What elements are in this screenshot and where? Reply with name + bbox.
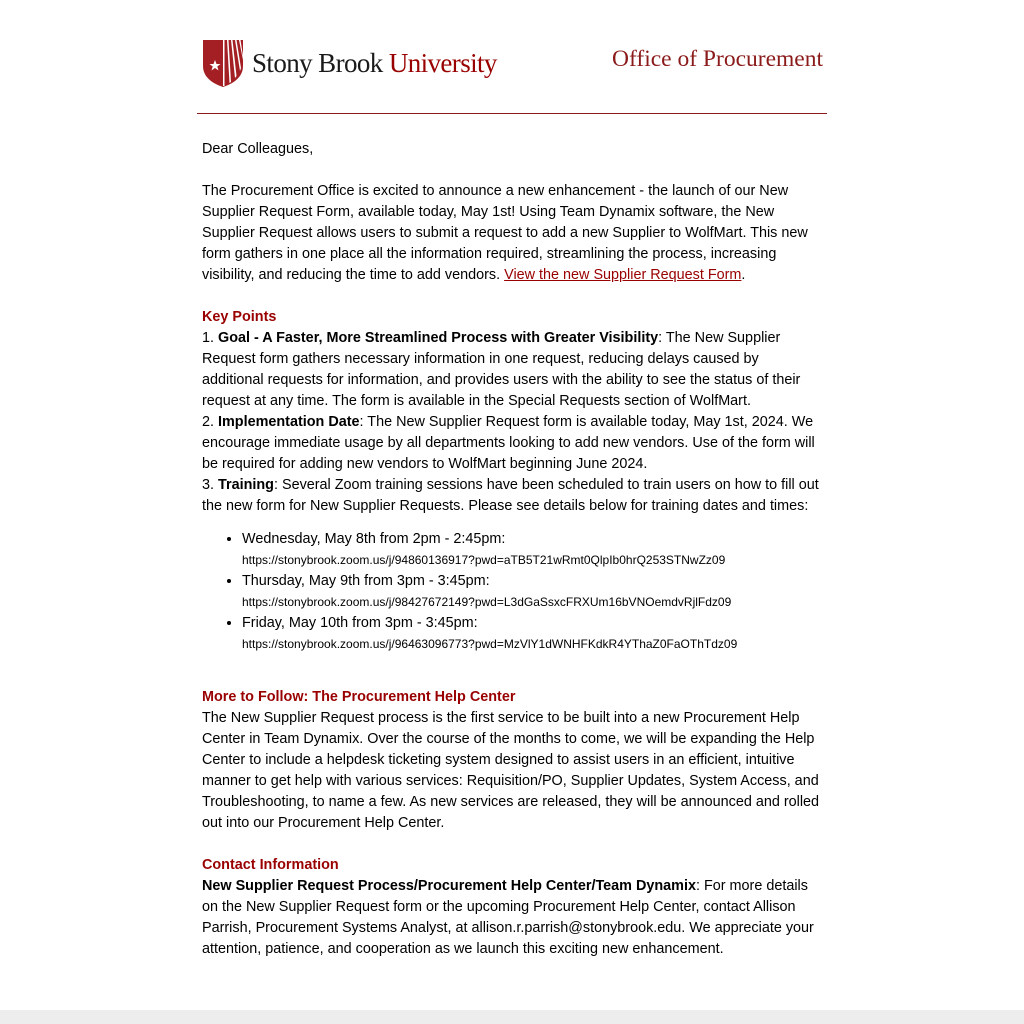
email-footer: [0, 1010, 1024, 1024]
email-container: [197, 0, 827, 960]
more-to-follow-heading: More to Follow: The Procurement Help Center: [202, 689, 516, 705]
university-logo: [202, 38, 497, 88]
email-body: [197, 139, 827, 960]
shield-star-icon: [202, 38, 244, 88]
university-name: Stony Brook University: [252, 47, 497, 78]
contact-paragraph: New Supplier Request Process/Procurement Help Center/Team Dynamix: For more details on the New Supplier Request form or the upcoming Procurement Help Center, contact Allison Parrish, Procurement Systems Analyst, at allison.r.parrish@stonybrook.edu. We appreciate your attention, patience, and cooperation as we launch this exciting new enhancement.: [202, 878, 814, 957]
training-session: • Wednesday, May 8th from 2pm - 2:45pm: https://stonybrook.zoom.us/j/94860136917?pwd=aTB5T21wRmt0QlpIb0hrQ253STNwZz09: [242, 529, 822, 571]
more-to-follow-paragraph: The New Supplier Request process is the first service to be built into a new Procurement Help Center in Team Dynamix. Over the course of the months to come, we will be expanding the Help Center to include a helpdesk ticketing system designed to assist users in an efficient, intuitive manner to get help with various services: Requisition/PO, Supplier Updates, System Access, and Troubleshooting, to name a few. As new services are released, they will be announced and rolled out into our Procurement Help Center.: [202, 710, 820, 831]
zoom-link[interactable]: https://stonybrook.zoom.us/j/96463096773?pwd=MzVlY1dWNHFKdkR4YThaZ0FaOThTdz09: [242, 637, 738, 651]
training-sessions-list: [242, 529, 822, 655]
contact-heading: Contact Information: [202, 857, 339, 873]
key-points-heading: Key Points: [202, 309, 277, 325]
training-session: • Friday, May 10th from 3pm - 3:45pm: https://stonybrook.zoom.us/j/96463096773?pwd=MzVlY1dWNHFKdkR4YThaZ0FaOThTdz09: [242, 613, 822, 655]
key-point-item: 3. Training: Several Zoom training sessions have been scheduled to train users on how to fill out the new form for New Supplier Requests. Please see details below for training dates and times:: [202, 477, 819, 514]
key-point-item: 1. Goal - A Faster, More Streamlined Process with Greater Visibility: The New Supplier Request form gathers necessary information in one request, reducing delays caused by additional requests for information, and provides users with the ability to see the status of their request at any time. The form is available in the Special Requests section of WolfMart.: [202, 330, 801, 409]
key-point-item: 2. Implementation Date: The New Supplier Request form is available today, May 1st, 2024. We encourage immediate usage by all departments looking to add new vendors. Use of the form will be required for adding new vendors to WolfMart beginning June 2024.: [202, 414, 815, 472]
office-title: Office of Procurement: [612, 46, 823, 72]
supplier-request-form-link[interactable]: View the new Supplier Request Form: [504, 267, 742, 283]
email-header: [197, 0, 827, 114]
zoom-link[interactable]: https://stonybrook.zoom.us/j/94860136917?pwd=aTB5T21wRmt0QlpIb0hrQ253STNwZz09: [242, 553, 726, 567]
zoom-link[interactable]: https://stonybrook.zoom.us/j/98427672149?pwd=L3dGaSsxcFRXUm16bVNOemdvRjlFdz09: [242, 595, 732, 609]
intro-paragraph: The Procurement Office is excited to announce a new enhancement - the launch of our New Supplier Request Form, available today, May 1st! Using Team Dynamix software, the New Supplier Request allows users to submit a request to add a new Supplier to WolfMart. This new form gathers in one place all the information required, streamlining the process, increasing visibility, and reducing the time to add vendors. View the new Supplier Request Form.: [202, 183, 808, 283]
greeting: Dear Colleagues,: [202, 141, 314, 157]
training-session: • Thursday, May 9th from 3pm - 3:45pm: https://stonybrook.zoom.us/j/98427672149?pwd=L3dGaSsxcFRXUm16bVNOemdvRjlFdz09: [242, 571, 822, 613]
